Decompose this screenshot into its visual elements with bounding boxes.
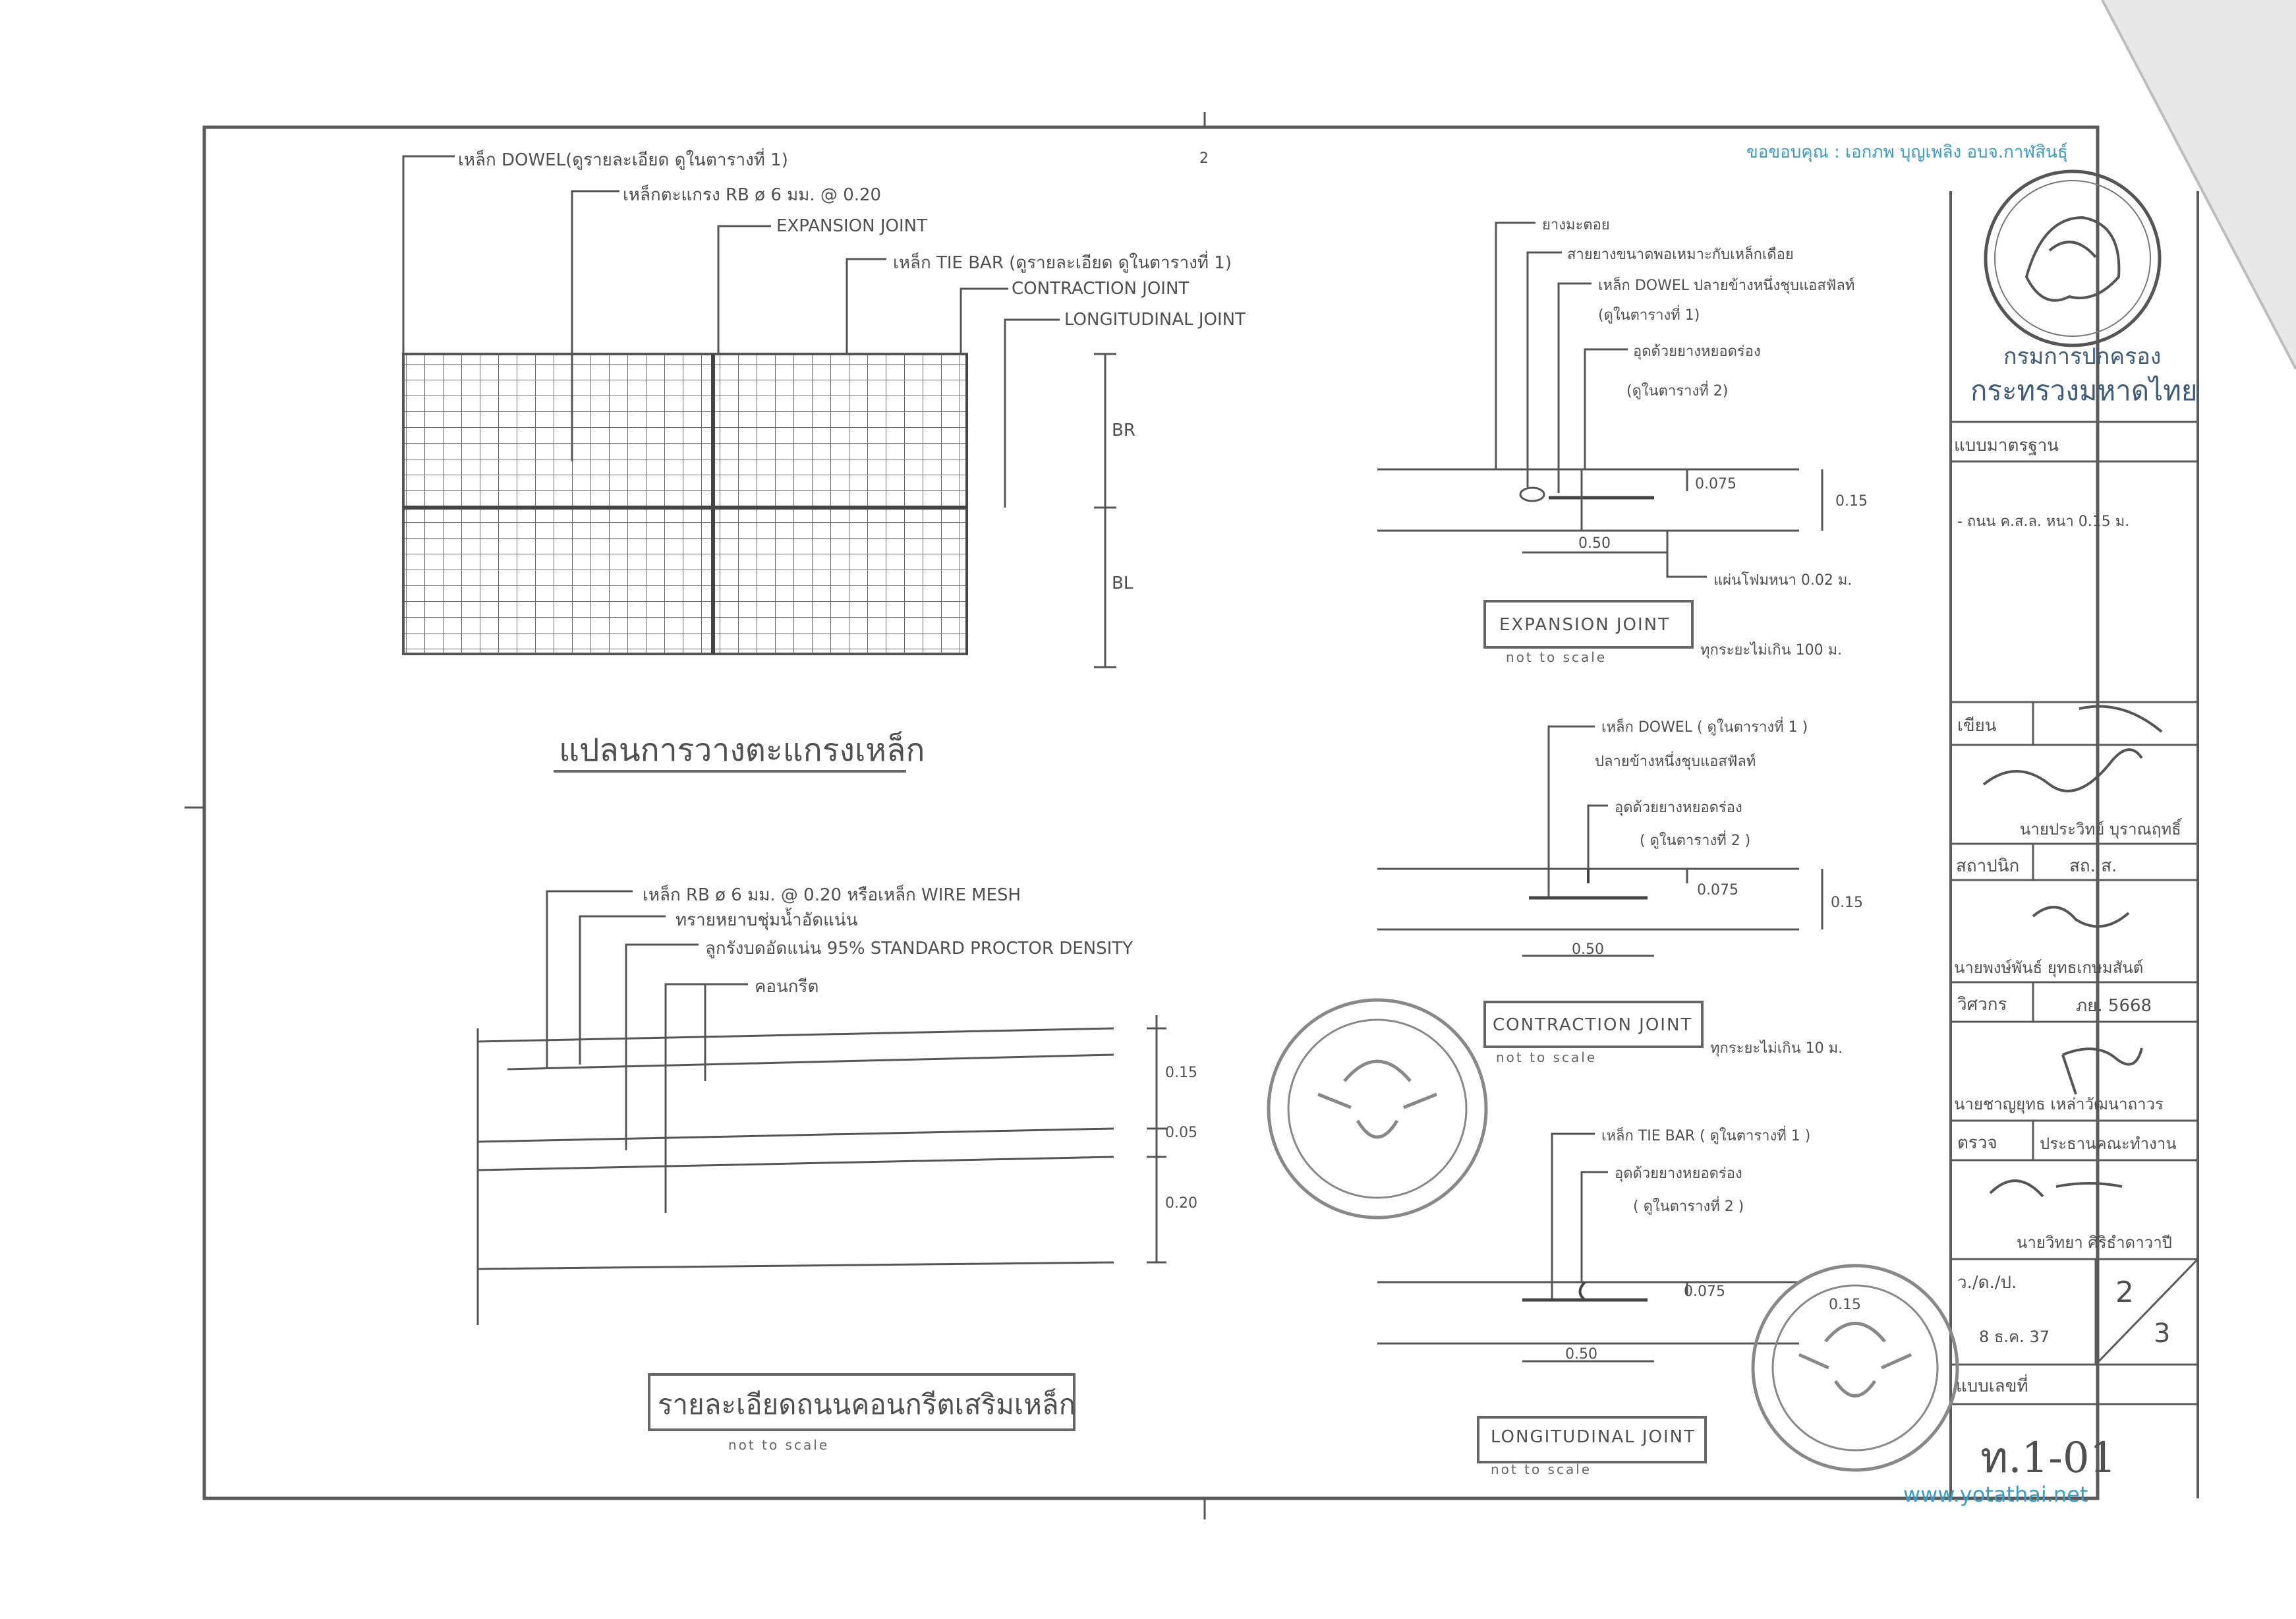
tb-engineer-reg: ภย. 5668 (2076, 996, 2152, 1016)
ej-label: EXPANSION JOINT (1499, 615, 1670, 635)
plan-callout-dowel: เหล็ก DOWEL(ดูรายละเอียด ดูในตารางที่ 1) (458, 150, 788, 170)
cj-callout-asphalt: ปลายข้างหนึ่งชุบแอสฟัลท์ (1595, 753, 1756, 770)
tb-checker-label: ตรวจ (1957, 1133, 1997, 1153)
plan-callout-contraction: CONTRACTION JOINT (1012, 279, 1190, 299)
ej-dim-015: 0.15 (1835, 493, 1868, 510)
ej-nts: not to scale (1506, 649, 1607, 665)
plan-callout-mesh: เหล็กตะแกรง RB ø 6 มม. @ 0.20 (623, 185, 882, 205)
lj-dim-015: 0.15 (1829, 1297, 1861, 1313)
cj-spacing: ทุกระยะไม่เกิน 10 ม. (1710, 1040, 1843, 1057)
plan-title: แปลนการวางตะแกรงเหล็ก (559, 732, 925, 769)
tb-sheet-total: 3 (2154, 1318, 2171, 1349)
lj-callout-sealant: อุดด้วยยางหยอดร่อง (1615, 1165, 1742, 1182)
cj-dim-050: 0.50 (1572, 941, 1604, 958)
section-dim-005: 0.05 (1165, 1125, 1197, 1141)
cj-nts: not to scale (1496, 1049, 1597, 1065)
tb-org2: กระทรวงมหาดไทย (1970, 374, 2198, 407)
road-section (478, 891, 1166, 1430)
section-callout-mesh: เหล็ก RB ø 6 มม. @ 0.20 หรือเหล็ก WIRE MESH (643, 885, 1021, 905)
plan-dim-br: BR (1112, 421, 1135, 440)
stamp-garuda-left (1269, 1000, 1486, 1218)
cj-callout-dowel: เหล็ก DOWEL ( ดูในตารางที่ 1 ) (1601, 719, 1808, 736)
tb-date: 8 ธ.ค. 37 (1979, 1328, 2050, 1346)
tb-designer-label: เขียน (1957, 716, 1997, 736)
cj-callout-sealant: อุดด้วยยางหยอดร่อง (1615, 800, 1742, 816)
ej-callout-dowel: เหล็ก DOWEL ปลายข้างหนึ่งชุบแอสฟัลท์ (1598, 278, 1855, 294)
tb-standard: แบบมาตรฐาน (1954, 436, 2059, 456)
cj-dim-075: 0.075 (1697, 882, 1738, 898)
section-callout-laterite: ลูกรังบดอัดแน่น 95% STANDARD PROCTOR DENSITY (705, 939, 1134, 958)
lj-nts: not to scale (1491, 1461, 1592, 1477)
title-block-lines (1951, 422, 2198, 1404)
tb-drawing-no: ท.1-01 (1980, 1434, 2117, 1483)
lj-dim-050: 0.50 (1565, 1346, 1597, 1363)
lj-callout-table2: ( ดูในตารางที่ 2 ) (1633, 1198, 1744, 1215)
tb-checker-role: ประธานคณะทำงาน (2040, 1134, 2177, 1153)
section-callout-concrete: คอนกรีต (755, 977, 819, 997)
tb-designer-name: นายประวิทย์ บุราณฤทธิ์ (2020, 820, 2181, 839)
tb-drawing-label: แบบเลขที่ (1956, 1376, 2028, 1396)
sheet-frame (204, 127, 2098, 1498)
ej-dim-050: 0.50 (1578, 535, 1611, 552)
ej-callout-table2: (ดูในตารางที่ 2) (1626, 383, 1729, 399)
plan-mesh (403, 156, 1116, 771)
ej-callout-sealant: อุดด้วยยางหยอดร่อง (1633, 343, 1761, 360)
section-dim-015: 0.15 (1165, 1065, 1197, 1081)
cj-callout-table2: ( ดูในตารางที่ 2 ) (1640, 833, 1751, 849)
signatures (1984, 707, 2162, 1196)
credit-text: ขอขอบคุณ : เอกภพ บุญเพลิง อบจ.กาฬสินธุ์ (1746, 142, 2068, 162)
section-nts: not to scale (728, 1437, 830, 1453)
plan-callout-expansion: EXPANSION JOINT (776, 216, 927, 236)
contraction-joint-detail (1377, 726, 1822, 1047)
cj-dim-015: 0.15 (1831, 895, 1863, 911)
tb-architect-label: สถาปนิก (1956, 856, 2020, 876)
seal-emblem (1986, 171, 2160, 345)
section-dim-020: 0.20 (1165, 1195, 1197, 1212)
ej-callout-table1: (ดูในตารางที่ 1) (1598, 307, 1700, 324)
cj-label: CONTRACTION JOINT (1493, 1015, 1693, 1035)
page-number-top: 2 (1199, 150, 1209, 167)
plan-callout-longitudinal: LONGITUDINAL JOINT (1064, 310, 1246, 330)
ej-callout-hose: สายยางขนาดพอเหมาะกับเหล็กเดือย (1567, 247, 1794, 263)
lj-dim-075: 0.075 (1684, 1283, 1725, 1300)
lj-callout-tiebar: เหล็ก TIE BAR ( ดูในตารางที่ 1 ) (1601, 1128, 1811, 1144)
website: www.yotathai.net (1903, 1482, 2088, 1507)
tb-org1: กรมการปกครอง (2003, 343, 2162, 370)
ej-dim-075: 0.075 (1695, 476, 1736, 492)
tb-architect-reg: สถ. ส. (2069, 856, 2117, 876)
plan-dim-bl: BL (1112, 574, 1134, 593)
ej-spacing: ทุกระยะไม่เกิน 100 ม. (1700, 642, 1843, 659)
plan-callout-tiebar: เหล็ก TIE BAR (ดูรายละเอียด ดูในตารางที่ 1) (893, 253, 1232, 273)
section-callout-sand: ทรายหยาบชุ่มน้ำอัดแน่น (675, 910, 858, 930)
ej-callout-asphalt: ยางมะตอย (1542, 217, 1610, 233)
tb-engineer-name: นายชาญยุทธ เหล่าวัฒนาถาวร (1954, 1095, 2164, 1113)
tb-sheet-no: 2 (2115, 1276, 2134, 1309)
section-title: รายละเอียดถนนคอนกรีตเสริมเหล็ก (658, 1388, 1076, 1421)
tb-desc: - ถนน ค.ส.ล. หนา 0.15 ม. (1957, 514, 2130, 530)
ej-foam: แผ่นโฟมหนา 0.02 ม. (1713, 572, 1852, 589)
lj-label: LONGITUDINAL JOINT (1491, 1427, 1696, 1447)
tb-architect-name: นายพงษ์พันธ์ ยุทธเกษมสันต์ (1954, 958, 2144, 977)
tb-checker-name: นายวิทยา ศิริธำดาวาปี (2017, 1233, 2172, 1252)
tb-approve-label: ว./ด./ป. (1957, 1273, 2017, 1293)
tb-engineer-label: วิศวกร (1957, 995, 2007, 1015)
